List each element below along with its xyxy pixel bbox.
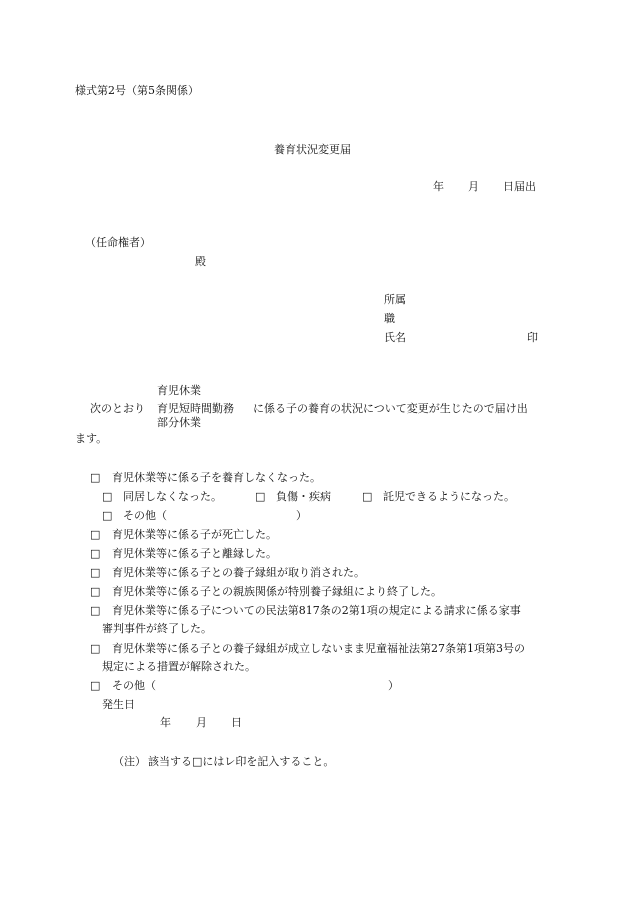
checkbox-no-longer-raising[interactable]: □ [90, 471, 101, 484]
checkbox-injury[interactable]: □ [255, 490, 266, 503]
checkbox-civil-code[interactable]: □ [90, 604, 101, 617]
item-special-adoption: 育児休業等に係る子との親族関係が特別養子縁組により終了した。 [112, 585, 442, 598]
affiliation-label: 所属 [384, 293, 406, 306]
item-death: 育児休業等に係る子が死亡した。 [112, 528, 277, 541]
date-month-label: 月 [468, 180, 479, 193]
item-other-close: ） [388, 679, 399, 692]
name-label: 氏名 [384, 331, 406, 344]
item-welfare-line2: 規定による措置が解除された。 [102, 660, 256, 673]
form-number: 様式第2号（第5条関係） [75, 84, 199, 97]
note-label: （注） [113, 755, 146, 768]
item-sub-other-close: ） [296, 509, 307, 522]
intro-prefix: 次のとおり [90, 402, 145, 415]
item-injury: 負傷・疾病 [276, 490, 331, 503]
checkbox-dissolution[interactable]: □ [90, 547, 101, 560]
item-no-longer-raising: 育児休業等に係る子を養育しなくなった。 [112, 471, 321, 484]
item-civil-code-line2: 審判事件が終了した。 [102, 622, 212, 635]
form-title: 養育状況変更届 [274, 143, 351, 156]
occurrence-year-label: 年 [160, 716, 171, 729]
appointer-label: （任命権者） [85, 236, 151, 249]
checkbox-sub-other[interactable]: □ [102, 509, 113, 522]
leave-type-short-hours: 育児短時間勤務 [157, 402, 234, 415]
checkbox-death[interactable]: □ [90, 528, 101, 541]
item-adoption-cancelled: 育児休業等に係る子との養子縁組が取り消された。 [112, 566, 365, 579]
occurrence-month-label: 月 [196, 716, 207, 729]
intro-continuation: ます。 [75, 432, 108, 445]
date-day-submitted-label: 日届出 [503, 180, 536, 193]
note-text: 該当する□にはレ印を記入すること。 [148, 755, 335, 768]
checkbox-adoption-cancelled[interactable]: □ [90, 566, 101, 579]
checkbox-no-cohabit[interactable]: □ [102, 490, 113, 503]
checkbox-special-adoption[interactable]: □ [90, 585, 101, 598]
leave-type-childcare: 育児休業 [157, 384, 201, 397]
checkbox-welfare[interactable]: □ [90, 642, 101, 655]
seal-mark: 印 [527, 331, 538, 344]
addressee-honorific: 殿 [195, 255, 206, 268]
item-civil-code-line1: 育児休業等に係る子についての民法第817条の2第1項の規定による請求に係る家事 [112, 604, 521, 617]
occurrence-day-label: 日 [231, 716, 242, 729]
checkbox-other[interactable]: □ [90, 679, 101, 692]
item-daycare: 託児できるようになった。 [383, 490, 515, 503]
date-year-label: 年 [433, 180, 444, 193]
item-sub-other: その他（ [123, 509, 167, 522]
item-dissolution: 育児休業等に係る子と離縁した。 [112, 547, 277, 560]
leave-type-partial: 部分休業 [157, 416, 201, 429]
position-label: 職 [384, 312, 395, 325]
checkbox-daycare[interactable]: □ [362, 490, 373, 503]
item-welfare-line1: 育児休業等に係る子との養子縁組が成立しないまま児童福祉法第27条第1項第3号の [112, 642, 525, 655]
item-other: その他（ [112, 679, 156, 692]
occurrence-date-label: 発生日 [102, 698, 135, 711]
item-no-cohabit: 同居しなくなった。 [123, 490, 222, 503]
intro-suffix: に係る子の養育の状況について変更が生じたので届け出 [253, 402, 528, 415]
